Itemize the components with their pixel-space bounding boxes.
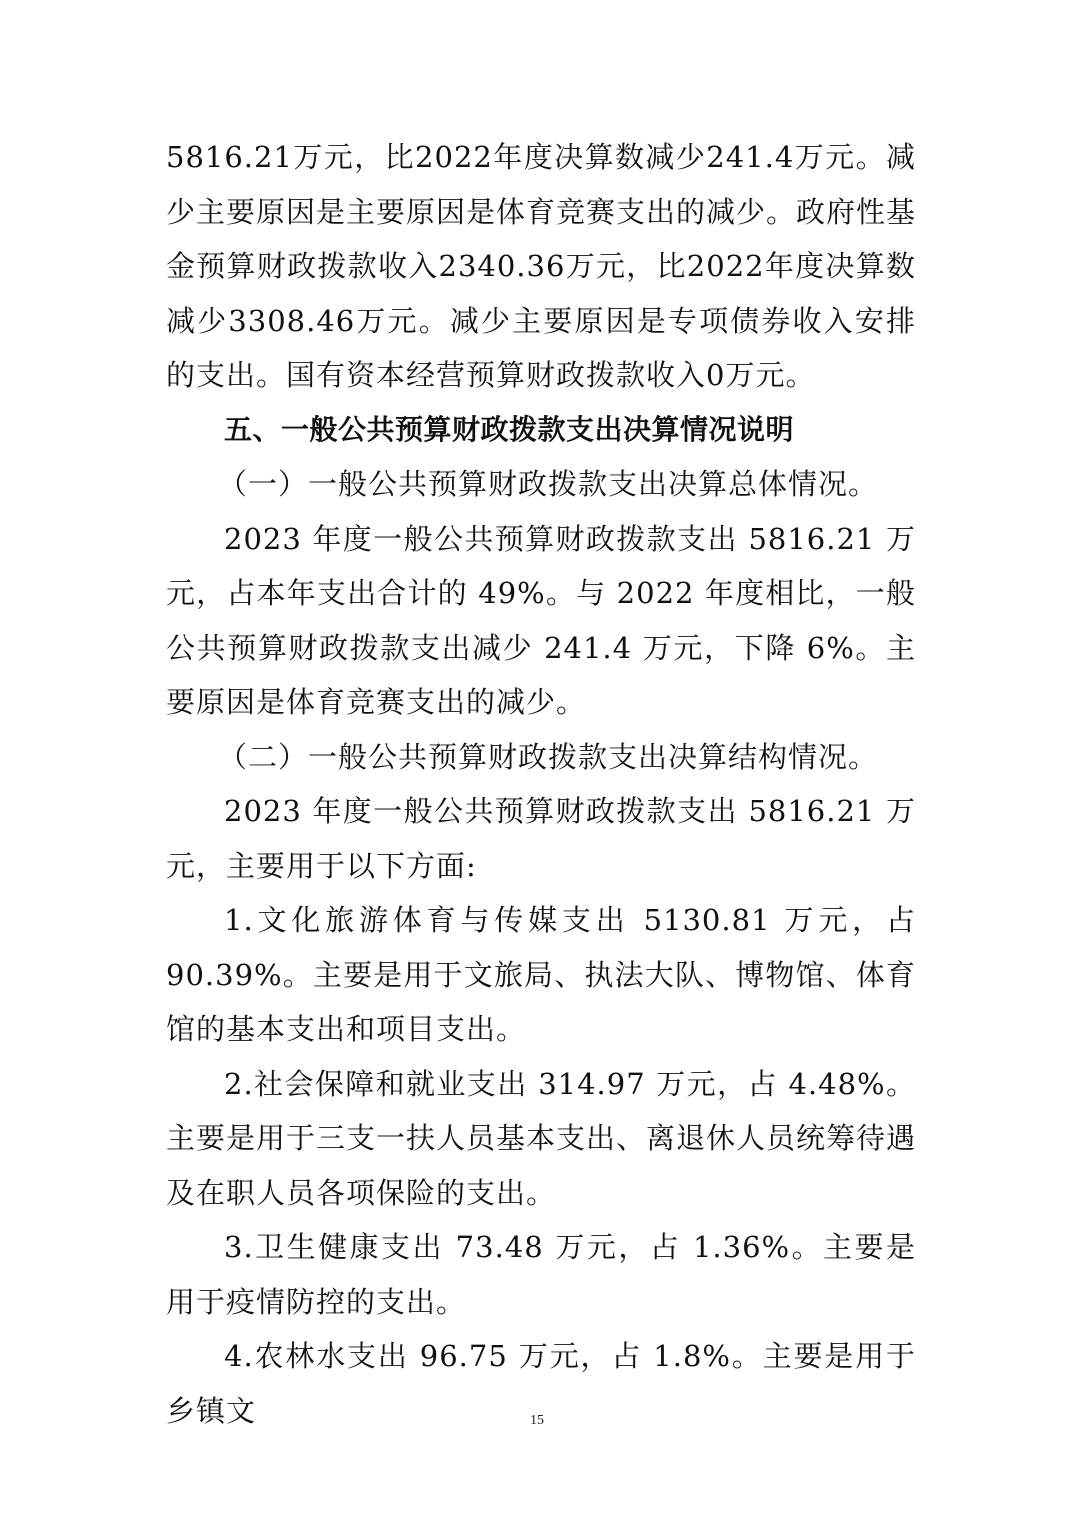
paragraph-structure-intro: 2023 年度一般公共预算财政拨款支出 5816.21 万元，主要用于以下方面: xyxy=(166,794,916,883)
list-item-culture-tourism: 1.文化旅游体育与传媒支出 5130.81 万元，占 90.39%。主要是用于文旅局、执法大队、博物馆、体育馆的基本支出和项目支出。 xyxy=(166,903,916,1046)
page-number: 15 xyxy=(530,1413,544,1428)
paragraph-continuation: 5816.21万元，比2022年度决算数减少241.4万元。减少主要原因是主要原因是体育竞赛支出的减少。政府性基金预算财政拨款收入2340.36万元，比2022年度决算数减少3308.46万元。减少主要原因是专项债券收入安排的支出。国有资本经营预算财政拨款收入0万元。 xyxy=(166,140,917,392)
subheading-two: （二）一般公共预算财政拨款支出决算结构情况。 xyxy=(218,739,879,774)
subheading-one: （一）一般公共预算财政拨款支出决算总体情况。 xyxy=(218,467,879,501)
section-heading-five: 五、一般公共预算财政拨款支出决算情况说明 xyxy=(224,412,795,446)
paragraph-overall-expenditure: 2023 年度一般公共预算财政拨款支出 5816.21 万元，占本年支出合计的 49%。与 2022 年度相比，一般公共预算财政拨款支出减少 241.4 万元，下降 6%。主要原因是体育竞赛支出的减少。 xyxy=(166,521,916,719)
document-body xyxy=(166,130,916,1438)
list-item-health: 3.卫生健康支出 73.48 万元，占 1.36%。主要是用于疫情防控的支出。 xyxy=(166,1230,916,1319)
list-item-agriculture: 4.农林水支出 96.75 万元，占 1.8%。主要是用于乡镇文 xyxy=(166,1339,916,1428)
list-item-social-security: 2.社会保障和就业支出 314.97 万元，占 4.48%。主要是用于三支一扶人员基本支出、离退休人员统筹待遇及在职人员各项保险的支出。 xyxy=(166,1066,917,1210)
